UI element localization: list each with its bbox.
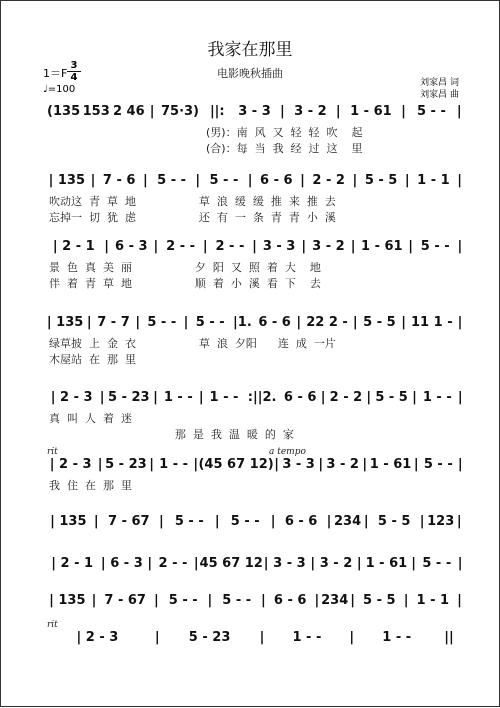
barline: |	[90, 173, 96, 188]
note-group: 2 - 2	[312, 173, 345, 188]
barline: |	[457, 173, 462, 188]
note-group: 234	[321, 593, 349, 608]
note-group: 5 - -	[147, 315, 177, 330]
note-group: 5 - -	[230, 514, 260, 529]
note-group: 3 - 2	[294, 104, 327, 119]
barline: |	[270, 514, 276, 529]
barline: |	[352, 173, 358, 188]
composer-credit: 刘家昌 曲	[420, 90, 459, 100]
note-group: 6 - 3	[115, 239, 148, 254]
barline: |	[457, 315, 463, 330]
note-group: 7 - 67	[108, 514, 150, 529]
note-group: 5 - 5	[364, 173, 398, 188]
barline: |	[147, 556, 153, 571]
note-group: 3 - 2	[326, 457, 359, 472]
note-group: 1 - -	[422, 390, 452, 405]
barline: |	[456, 514, 462, 529]
lyric-line: 我 住 在 那 里	[49, 479, 132, 492]
note-group: 3 - 3	[273, 556, 306, 571]
barline: |	[280, 104, 285, 119]
barline: | 135	[50, 514, 87, 529]
barline: :||2.	[247, 390, 277, 405]
barline: |	[86, 315, 92, 330]
barline: |	[195, 173, 201, 188]
barline: |	[252, 239, 257, 254]
note-group: 5 - -	[209, 173, 239, 188]
expression-mark: a tempo	[269, 447, 306, 457]
note-group: 234	[334, 514, 362, 529]
note-group: 5 - -	[168, 593, 198, 608]
note-group: 5 - -	[195, 315, 225, 330]
barline: |	[193, 556, 199, 571]
note-group: 5 - 5	[375, 390, 408, 405]
note-group: 1 - -	[163, 390, 193, 405]
note-group: 5 - 5	[363, 315, 396, 330]
lyric-line: 吹动这 青 草 地 草 浪 缓 缓 推 来 推 去	[49, 195, 336, 208]
note-group: 1 - 1	[416, 593, 450, 608]
barline: |1.	[233, 315, 252, 330]
barline: | 135	[46, 315, 84, 330]
note-group: 5 - 23	[108, 390, 150, 405]
lyric-line: 绿草披 上 金 衣 草 浪 夕阳 连 成 一片	[49, 337, 336, 350]
note-group: 1 - -	[209, 390, 239, 405]
note-group: 2 - -	[166, 239, 196, 254]
barline: |	[350, 239, 356, 254]
barline: |	[352, 315, 358, 330]
barline: |	[154, 593, 159, 608]
note-group: 5 - -	[420, 239, 450, 254]
song-title: 我家在那里	[207, 40, 293, 60]
barline: |	[457, 390, 463, 405]
barline: | 2 - 1	[51, 556, 94, 571]
note-group: 2 - -	[158, 556, 188, 571]
lyric-line: 忘掉一 切 犹 虑 还 有 一 条 青 青 小 溪	[49, 211, 336, 224]
note-group: 3 - 3	[282, 457, 315, 472]
note-group: 22 2 -	[306, 315, 348, 330]
note-group: 1 - 1	[417, 173, 450, 188]
barline: |	[457, 556, 463, 571]
tempo-mark: ♩=100	[43, 84, 76, 95]
barline: |	[93, 514, 99, 529]
barline: |	[401, 104, 406, 119]
expression-mark: rit	[47, 620, 58, 630]
barline: |	[198, 390, 204, 405]
barline: |	[100, 556, 106, 571]
barline: |	[356, 556, 362, 571]
barline: | 2 - 3	[49, 457, 92, 472]
note-group: 123	[427, 514, 455, 529]
lyric-line: 伴 着 青 草 地 顺 着 小 溪 看 下 去	[49, 277, 321, 290]
note-group: (135	[47, 104, 81, 119]
note-group: 5 - -	[423, 457, 453, 472]
note-group: 3 - 2	[319, 556, 353, 571]
barline: |	[408, 239, 413, 254]
barline: |	[456, 104, 462, 119]
notation-area	[1, 1, 500, 708]
barline: |	[296, 315, 302, 330]
barline: |	[404, 173, 410, 188]
barline: ||	[444, 630, 454, 645]
note-group: 1 - 61	[361, 239, 403, 254]
barline: |	[193, 457, 199, 472]
song-subtitle: 电影晚秋插曲	[217, 67, 283, 80]
barline: |	[149, 457, 154, 472]
barline: |	[457, 457, 463, 472]
note-group: 5 - 5	[363, 593, 396, 608]
note-group: 5 - 23	[105, 457, 147, 472]
barline: |	[149, 104, 155, 119]
barline: | 135	[49, 593, 86, 608]
barline: |	[413, 457, 419, 472]
barline: |	[301, 239, 307, 254]
note-group: 7 - 6	[102, 173, 136, 188]
barline: |	[154, 630, 160, 645]
barline: |	[259, 630, 265, 645]
barline: |	[183, 315, 189, 330]
barline: |	[362, 457, 368, 472]
note-group: 6 - 6	[260, 173, 293, 188]
barline: |	[104, 239, 109, 254]
note-group: 11 1 -	[411, 315, 453, 330]
lyric-line: 那 是 我 温 暖 的 家	[49, 428, 294, 441]
barline: |	[207, 593, 213, 608]
barline: |	[153, 239, 159, 254]
barline: |	[350, 593, 355, 608]
barline: |	[318, 457, 324, 472]
barline: |	[366, 390, 372, 405]
barline: |	[349, 630, 355, 645]
note-group: (45 67 12)	[198, 457, 274, 472]
barline: | 2 - 1	[52, 239, 95, 254]
note-group: 6 - 6	[258, 315, 291, 330]
barline: |	[261, 593, 266, 608]
barline: |	[457, 239, 463, 254]
note-group: 6 - 6	[273, 593, 307, 608]
barline: | 135	[48, 173, 86, 188]
note-group: 5 - -	[422, 556, 452, 571]
barline: |	[314, 593, 320, 608]
note-group: 45 67 12	[199, 556, 263, 571]
lyric-line: 真 叫 人 着 迷	[49, 412, 132, 425]
barline: |	[202, 239, 208, 254]
note-group: 6 - 3	[110, 556, 143, 571]
lyric-line: 木屋站 在 那 里	[49, 353, 136, 366]
barline: |	[320, 390, 326, 405]
note-group: 5 - -	[416, 104, 446, 119]
barline: |	[419, 514, 425, 529]
barline: |	[411, 556, 416, 571]
barline: |	[457, 593, 462, 608]
note-group: 1 - 61	[369, 457, 412, 472]
barline: |	[91, 593, 97, 608]
barline: |	[143, 173, 148, 188]
barline: | 2 - 3	[50, 390, 93, 405]
barline: |	[363, 514, 369, 529]
lyric-line: 景 色 真 美 丽 夕 阳 又 照 着 大 地	[49, 261, 321, 274]
note-group: 5 - 5	[377, 514, 411, 529]
time-signature-bottom: 4	[67, 71, 81, 83]
barline: | 2 - 3	[76, 630, 119, 645]
note-group: 3 - 3	[238, 104, 271, 119]
key-signature: 1＝F	[43, 67, 68, 80]
barline: |	[403, 593, 409, 608]
barline: |	[263, 556, 269, 571]
note-group: 3 - 2	[312, 239, 345, 254]
note-group: 3 - 3	[262, 239, 296, 254]
lyricist-credit: 刘家昌 词	[420, 78, 459, 88]
note-group: 1 - -	[159, 457, 189, 472]
note-group: 6 - 6	[284, 514, 318, 529]
note-group: 1 - 61	[365, 556, 408, 571]
note-group: 5 - -	[174, 514, 204, 529]
barline: |	[247, 173, 253, 188]
barline: |	[99, 390, 105, 405]
lyric-line: (合)：每 当 我 经 过 这 里	[206, 142, 363, 155]
barline: |	[153, 390, 158, 405]
barline: |	[274, 457, 279, 472]
note-group: 1 - -	[292, 630, 322, 645]
note-group: 7 - 7	[97, 315, 130, 330]
note-group: 2 - -	[215, 239, 245, 254]
note-group: 1 - -	[382, 630, 412, 645]
expression-mark: rit	[47, 447, 58, 457]
barline: |	[310, 556, 316, 571]
barline: |	[159, 514, 164, 529]
barline: |	[135, 315, 141, 330]
note-group: 6 - 6	[283, 390, 317, 405]
note-group: 2 46	[112, 104, 145, 119]
barline: |	[326, 514, 332, 529]
lyric-line: (男)：南 风 又 轻 轻 吹 起	[206, 126, 363, 139]
note-group: 1 - 61	[350, 104, 392, 119]
barline: |	[97, 457, 103, 472]
note-group: 5 - 23	[188, 630, 231, 645]
barline: |	[412, 390, 417, 405]
barline: |	[214, 514, 220, 529]
note-group: 7 - 67	[104, 593, 146, 608]
note-group: 2 - 2	[329, 390, 363, 405]
barline: |	[300, 173, 305, 188]
note-group: 5 - -	[222, 593, 252, 608]
barline: |	[335, 104, 341, 119]
barline: |	[401, 315, 406, 330]
note-group: 5 - -	[157, 173, 187, 188]
note-group: 153	[82, 104, 110, 119]
barline: ||:	[209, 104, 225, 119]
time-signature-top: 3	[70, 60, 78, 71]
note-group: 75·3)	[160, 104, 200, 119]
